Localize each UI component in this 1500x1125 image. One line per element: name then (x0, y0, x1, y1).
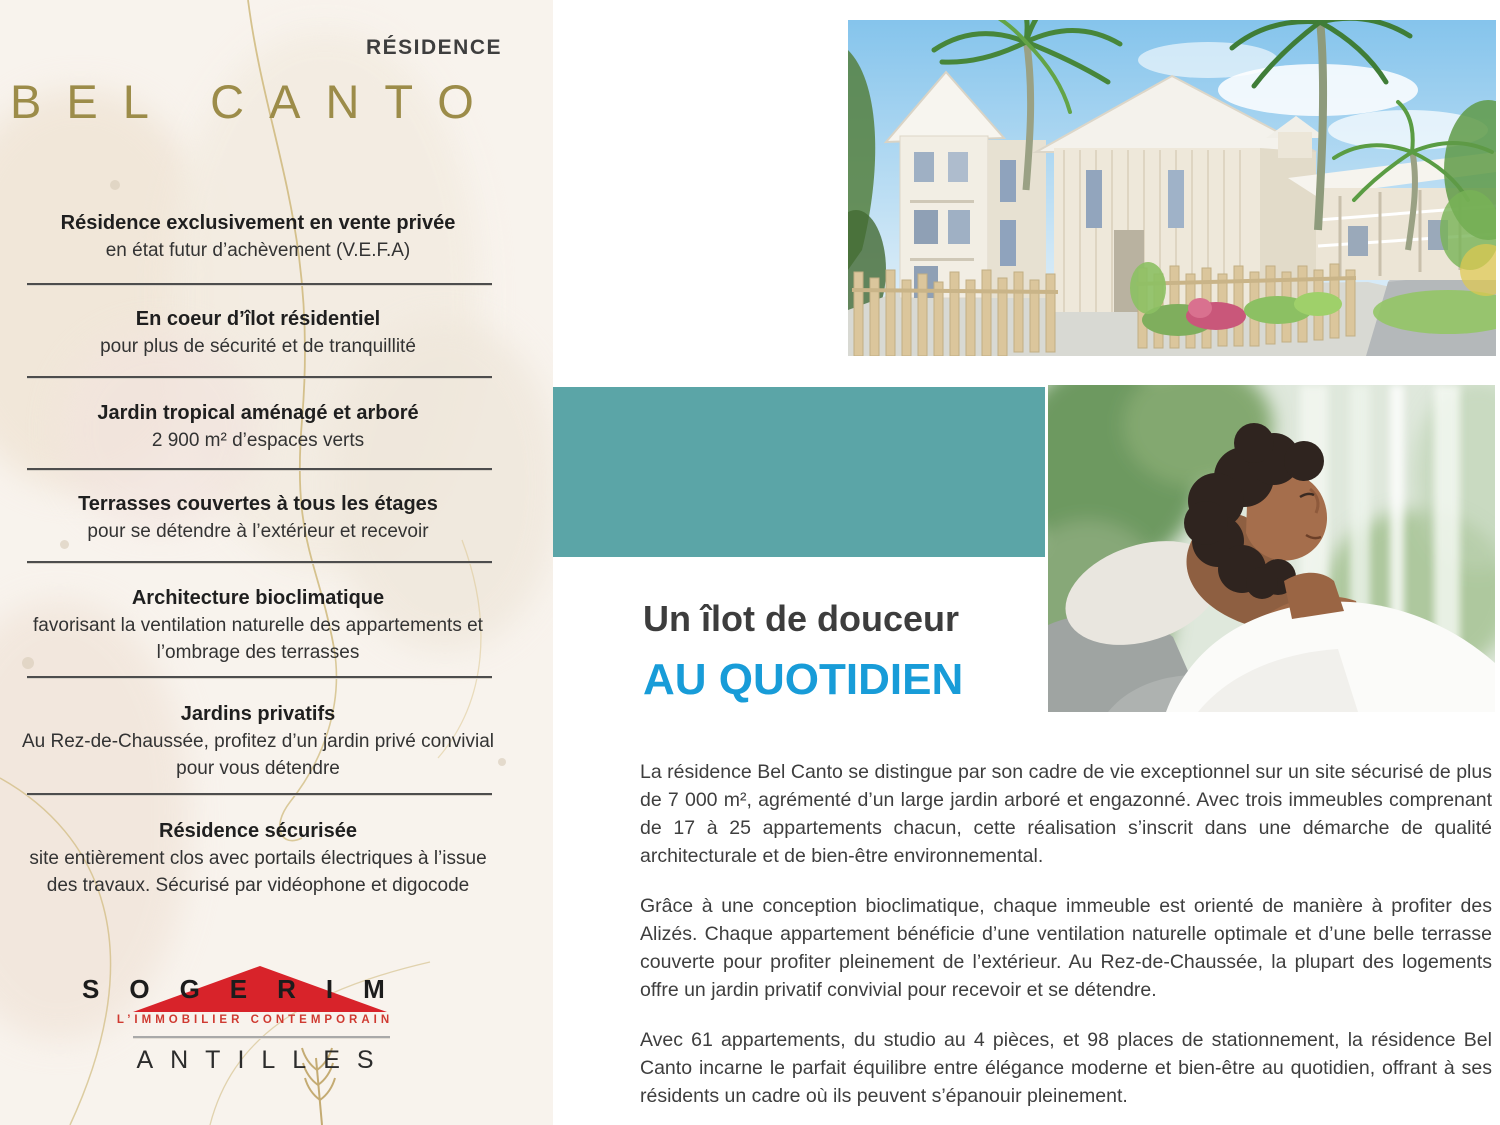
divider-line (27, 676, 492, 679)
feature-subtitle: favorisant la ventilation naturelle des appartements et l’ombrage des terrasses (33, 615, 483, 663)
feature-item-bioclimatique (20, 585, 496, 666)
feature-item-terrasses (20, 491, 496, 545)
feature-subtitle: 2 900 m² d’espaces verts (151, 430, 365, 451)
logo-tagline: L’IMMOBILIER CONTEMPORAIN (116, 1014, 394, 1026)
feature-title: Résidence exclusivement en vente privée (60, 212, 456, 234)
sogerim-logo (70, 952, 440, 1087)
feature-title: Jardin tropical aménagé et arboré (97, 402, 419, 424)
description-text (640, 758, 1492, 1125)
feature-subtitle: Au Rez-de-Chaussée, profitez d’un jardin privé convivial pour vous détendre (21, 731, 495, 779)
section-heading-line1: Un îlot de douceur (643, 598, 960, 639)
paragraph-apartments: Avec 61 appartements, du studio au 4 pièces, et 98 places de stationnement, la résidence Bel Canto incarne le parfait équilibre entre élégance moderne et bien-être au quotidien, offrant à ses résidents un cadre où ils peuvent s’épanouir pleinement. (640, 1029, 1492, 1107)
teal-accent-band (553, 387, 1045, 557)
feature-title: Jardins privatifs (180, 703, 336, 725)
woman-relaxing-image (1048, 385, 1495, 712)
divider-line (27, 793, 492, 796)
feature-title: En coeur d’îlot résidentiel (135, 308, 381, 330)
feature-item-securisee (20, 818, 496, 899)
building-rendering-image (848, 20, 1496, 356)
feature-item-jardins-privatifs (20, 701, 496, 782)
residence-label: RÉSIDENCE (365, 36, 502, 59)
logo-divider-line (133, 1036, 390, 1039)
feature-title: Résidence sécurisée (159, 820, 357, 842)
divider-line (27, 561, 492, 564)
divider-line (27, 468, 492, 471)
feature-subtitle: en état futur d’achèvement (V.E.F.A) (105, 240, 411, 261)
divider-line (27, 283, 492, 286)
woman-scene (1048, 385, 1495, 712)
section-heading-line2: AU QUOTIDIEN (643, 655, 964, 704)
left-info-panel (0, 0, 553, 1125)
logo-name: SOGERIM (82, 974, 415, 1004)
feature-title: Terrasses couvertes à tous les étages (78, 493, 438, 515)
divider-line (27, 376, 492, 379)
feature-subtitle: pour plus de sécurité et de tranquillité (100, 336, 416, 357)
building-scene (848, 20, 1496, 356)
paragraph-overview: La résidence Bel Canto se distingue par son cadre de vie exceptionnel sur un site sécurisé de plus de 7 000 m², agrémenté d’un large jardin arboré et engazonné. Avec trois immeubles comprenant de 17 à 25 appartements chacun, cette réalisation s’inscrit dans une démarche de qualité architecturale et de bien-être environnemental. (640, 761, 1492, 867)
feature-subtitle: site entièrement clos avec portails électriques à l’issue des travaux. Sécurisé par vidéophone et digocode (29, 848, 487, 896)
page-title: BEL CANTO (10, 75, 499, 128)
feature-title: Architecture bioclimatique (131, 587, 385, 609)
feature-item-vente-privee (20, 210, 496, 264)
feature-subtitle: pour se détendre à l’extérieur et recevoir (87, 521, 429, 542)
logo-region: ANTILLES (136, 1046, 391, 1074)
feature-item-ilot-residentiel (20, 306, 496, 360)
feature-item-jardin-tropical (20, 400, 496, 454)
paragraph-bioclimatic: Grâce à une conception bioclimatique, chaque immeuble est orienté de manière à profiter des Alizés. Chaque appartement bénéficie d’une ventilation naturelle optimale et d’une belle terrasse couverte pour profiter pleinement de l’extérieur. Au Rez-de-Chaussée, la plupart des logements offre un jardin privatif convivial pour recevoir et se détendre. (640, 895, 1492, 1001)
